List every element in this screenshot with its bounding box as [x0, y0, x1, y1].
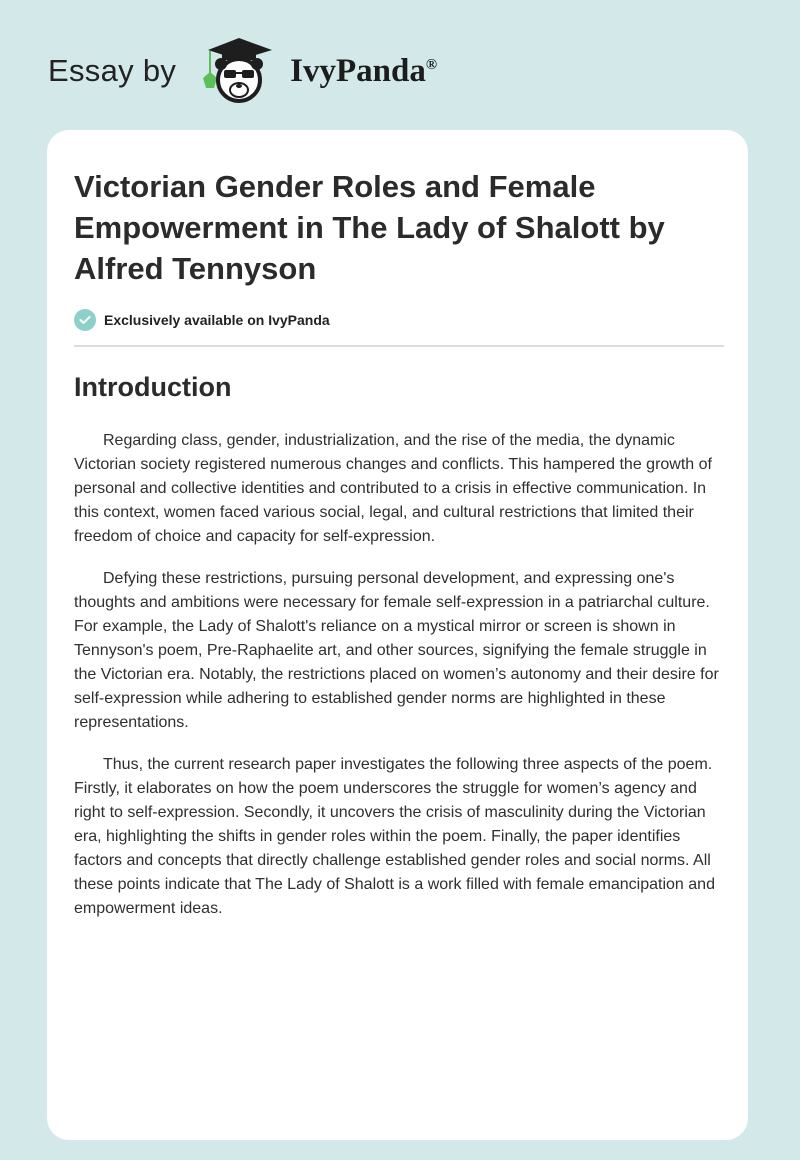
exclusive-badge: [74, 309, 724, 331]
ivypanda-logo-icon[interactable]: [194, 36, 284, 106]
paragraph: Defying these restrictions, pursuing personal development, and expressing one's thoughts and ambitions were necessary for female self-expression in a patriarchal culture. For example, the Lady of Shalott's reliance on a mystical mirror or screen is shown in Tennyson's poem, Pre-Raphaelite art, and other sources, signifying the female struggle in the Victorian era. Notably, the restrictions placed on women’s autonomy and their desire for self-expression while adhering to established gender norms are highlighted in these representations.: [74, 570, 719, 731]
divider: [74, 345, 724, 347]
brand-name[interactable]: [290, 53, 437, 90]
essay-content: [74, 166, 724, 921]
section-heading: Introduction: [74, 372, 232, 402]
paragraph: Regarding class, gender, industrialization, and the rise of the media, the dynamic Victorian society registered numerous changes and conflicts. This hampered the growth of personal and collective identities and contributed to a crisis in effective communication. In this context, women faced various social, legal, and cultural restrictions that limited their freedom of choice and capacity for self-expression.: [74, 432, 712, 545]
site-header: [48, 36, 437, 106]
check-circle-icon: [74, 309, 96, 331]
essay-title: Victorian Gender Roles and Female Empowerment in The Lady of Shalott by Alfred Tennyson: [74, 169, 665, 286]
registered-mark: ®: [425, 56, 438, 73]
badge-text: Exclusively available on IvyPanda: [104, 312, 330, 328]
brand-text: IvyPanda: [290, 52, 426, 89]
essay-card: [47, 130, 748, 1140]
essay-by-label: Essay by: [48, 53, 177, 88]
paragraph: Thus, the current research paper investigates the following three aspects of the poem. Firstly, it elaborates on how the poem underscores the struggle for women’s agency and right to self-expression. Secondly, it uncovers the crisis of masculinity during the Victorian era, highlighting the shifts in gender roles within the poem. Finally, the paper identifies factors and concepts that directly challenge established gender roles and social norms. All these points indicate that The Lady of Shalott is a work filled with female emancipation and empowerment ideas.: [74, 756, 715, 917]
